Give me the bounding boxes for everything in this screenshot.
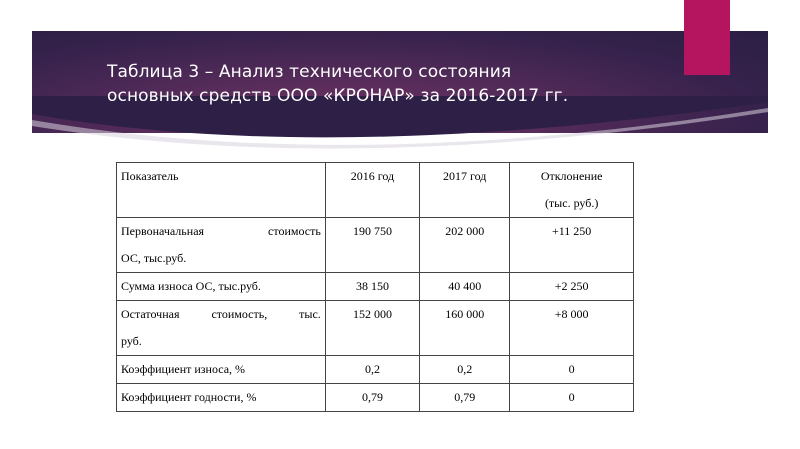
header-deviation	[510, 163, 634, 218]
row-label: Остаточная стоимость, тыс. руб.	[117, 301, 326, 356]
row-value-2017: 202 000	[420, 218, 510, 273]
table-header-row	[117, 163, 634, 218]
table-row	[117, 273, 634, 301]
asset-condition-table	[116, 162, 634, 412]
row-value-2017: 40 400	[420, 273, 510, 301]
row-value-2016: 38 150	[325, 273, 419, 301]
header-deviation-line-1: Отклонение	[540, 169, 603, 183]
header-indicator: Показатель	[117, 163, 326, 218]
row-deviation: +2 250	[510, 273, 634, 301]
table-row	[117, 356, 634, 384]
table-row	[117, 384, 634, 412]
row-value-2016: 0,2	[325, 356, 419, 384]
table-row	[117, 218, 634, 273]
row-value-2017: 160 000	[420, 301, 510, 356]
accent-block	[684, 0, 730, 75]
slide-title-line-1: Таблица 3 – Анализ технического состояния	[107, 62, 512, 82]
row-deviation: +11 250	[510, 218, 634, 273]
row-deviation: 0	[510, 384, 634, 412]
header-deviation-line-2: (тыс. руб.)	[544, 196, 599, 210]
row-value-2016: 190 750	[325, 218, 419, 273]
table-row	[117, 301, 634, 356]
slide-title-line-2: основных средств ООО «КРОНАР» за 2016-2017 гг.	[107, 86, 569, 106]
row-label: Первоначальная стоимость ОС, тыс.руб.	[117, 218, 326, 273]
row-value-2017: 0,2	[420, 356, 510, 384]
row-label: Сумма износа ОС, тыс.руб.	[117, 273, 326, 301]
row-label: Коэффициент износа, %	[117, 356, 326, 384]
slide-title	[107, 60, 667, 108]
header-2017: 2017 год	[420, 163, 510, 218]
row-value-2017: 0,79	[420, 384, 510, 412]
row-value-2016: 0,79	[325, 384, 419, 412]
row-deviation: 0	[510, 356, 634, 384]
header-2016: 2016 год	[325, 163, 419, 218]
row-value-2016: 152 000	[325, 301, 419, 356]
row-label: Коэффициент годности, %	[117, 384, 326, 412]
row-deviation: +8 000	[510, 301, 634, 356]
